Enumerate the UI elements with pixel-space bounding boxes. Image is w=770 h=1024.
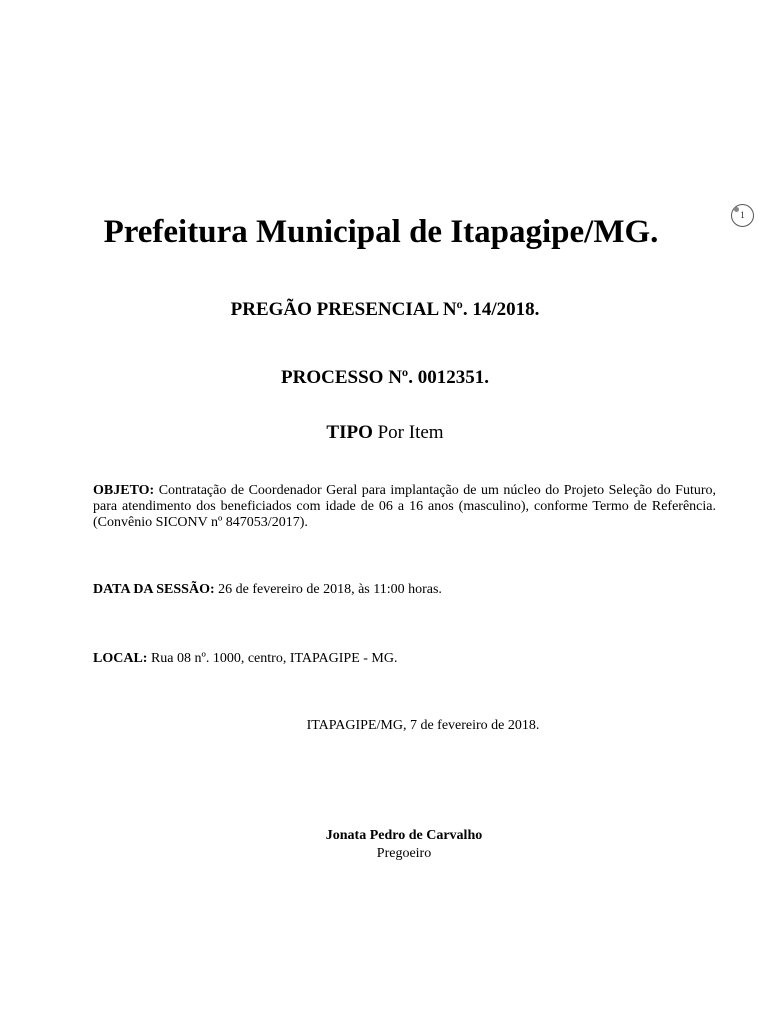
tipo-label: TIPO [326, 422, 373, 443]
tipo-value: Por Item [377, 422, 444, 443]
signatory-role: Pregoeiro [376, 846, 432, 861]
page-number: 1 [740, 210, 745, 220]
objeto-label: OBJETO: [93, 483, 155, 498]
pregao-heading: PREGÃO PRESENCIAL Nº. 14/2018. [230, 299, 540, 320]
local-label: LOCAL: [93, 651, 148, 666]
tipo-line [0, 421, 770, 445]
sessao-paragraph [93, 582, 716, 598]
signatory-name: Jonata Pedro de Carvalho [325, 828, 483, 843]
objeto-paragraph [93, 483, 716, 531]
place-date-line: ITAPAGIPE/MG, 7 de fevereiro de 2018. [306, 718, 540, 733]
local-text: Rua 08 nº. 1000, centro, ITAPAGIPE - MG. [150, 651, 398, 666]
local-paragraph [93, 651, 716, 667]
processo-heading: PROCESSO Nº. 0012351. [281, 367, 489, 388]
sessao-label: DATA DA SESSÃO: [93, 582, 215, 597]
sessao-text: 26 de fevereiro de 2018, às 11:00 horas. [218, 582, 442, 597]
document-title: Prefeitura Municipal de Itapagipe/MG. [103, 214, 659, 250]
objeto-text: Contratação de Coordenador Geral para implantação de um núcleo do Projeto Seleção do Futuro, para atendimento dos beneficiados com idade de 06 a 16 anos (masculino), conforme Termo de Referência. (Convênio SICONV nº 847053/2017). [93, 483, 717, 530]
